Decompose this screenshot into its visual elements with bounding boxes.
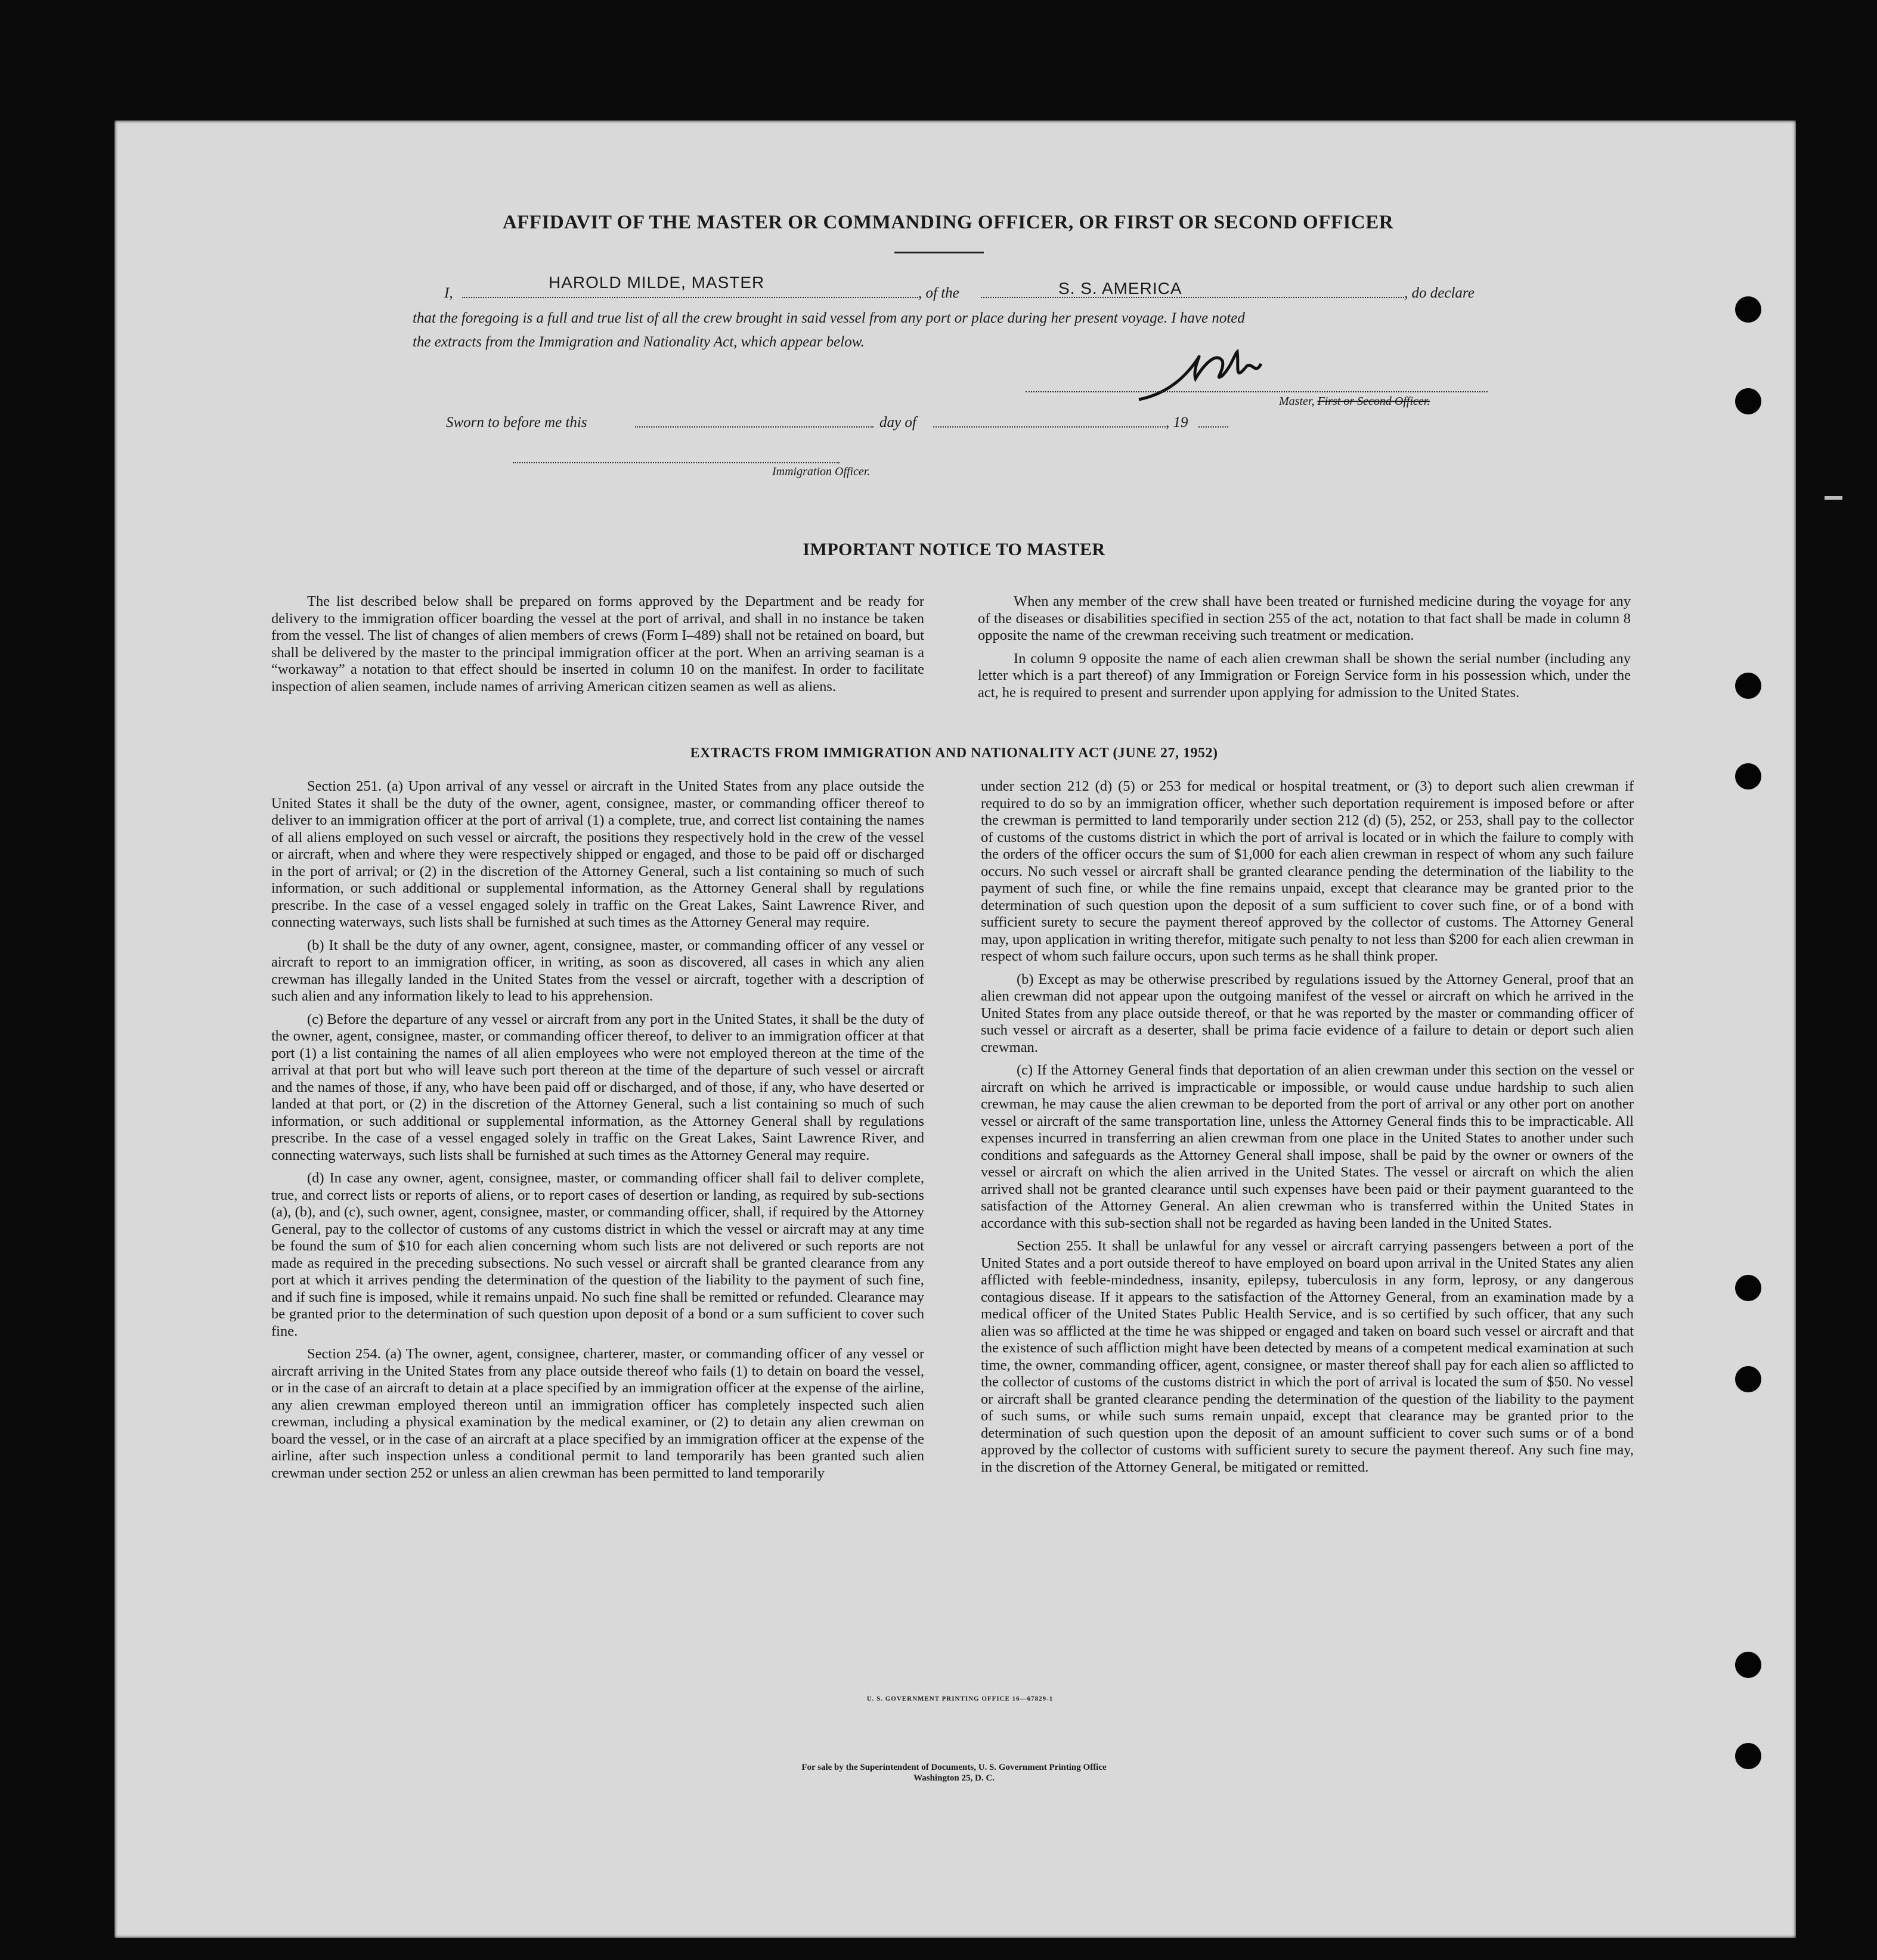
notice-paragraph: In column 9 opposite the name of each alien crewman shall be shown the serial number (including any letter which is a part thereof) of any Immigration or Foreign Service form in his possession which, under the act, he is required to present and surrender upon applying for admission to the United States. <box>978 650 1631 701</box>
immigration-officer-line <box>513 450 840 463</box>
punch-hole <box>1735 1366 1761 1392</box>
declaration-line-3: the extracts from the Immigration and Nationality Act, which appear below. <box>413 334 865 350</box>
punch-hole <box>1735 388 1761 414</box>
declaration-prefix: I, <box>444 285 453 301</box>
act-paragraph: (c) If the Attorney General finds that deportation of an alien crewman under this section on the vessel or aircraft on which he arrived is impracticable or impossible, or would cause undue hardship to such alien crewman, he may cause the alien crewman to be deported from the port of arrival or any other port on another vessel or aircraft of the same transportation line, unless the Attorney General finds this to be impracticable. All expenses incurred in transferring an alien crewman from one place in the United States to another under such conditions and safeguards as the Attorney General shall impose, shall be paid by the owner or owners of the vessel or aircraft on which the alien arrived in the United States. The vessel or aircraft on which the alien arrived shall not be granted clearance until such expenses have been paid or their payment guaranteed to the satisfaction of the Attorney General. An alien crewman who is transferred within the United States in accordance with this sub-section shall not be regarded as having been landed in the United States. <box>981 1062 1634 1231</box>
punch-hole <box>1735 763 1761 789</box>
master-label: Master, <box>1279 395 1318 408</box>
sale-line-1: For sale by the Superintendent of Documents, U. S. Government Printing Office <box>801 1763 1107 1772</box>
vessel-field <box>981 280 1404 298</box>
signature-image <box>1133 340 1288 405</box>
year-label: , 19 <box>1166 414 1188 431</box>
printing-office-line: U. S. GOVERNMENT PRINTING OFFICE 16—67829-1 <box>866 1695 1054 1702</box>
sworn-month-field <box>933 411 1166 428</box>
declaration-line-2: that the foregoing is a full and true list of all the crew brought in said vessel from any port or place during her present voyage. I have noted <box>413 310 1245 326</box>
notice-paragraph: The list described below shall be prepared on forms approved by the Department and be ready for delivery to the immigration officer boarding the vessel at the port of arrival, and shall in no instance be taken from the vessel. The list of changes of alien members of crews (Form I–489) shall not be retained on board, but shall be delivered by the master to the principal immigration officer at the port. When an arriving seaman is a “workaway” a notation to that effect should be inserted in column 10 on the manifest. In order to facilitate inspection of alien seamen, include names of arriving American citizen seamen as well as aliens. <box>271 593 924 695</box>
signature-line <box>1026 379 1488 392</box>
punch-hole <box>1735 1275 1761 1301</box>
notice-right-column <box>978 593 1631 707</box>
of-the-label: , of the <box>918 285 959 301</box>
notice-heading: IMPORTANT NOTICE TO MASTER <box>803 540 1105 559</box>
act-paragraph: (c) Before the departure of any vessel or aircraft from any port in the United States, it shall be the duty of the owner, agent, consignee, master, or commanding officer thereof, to deliver to an immigration officer at that port (1) a list containing the names of all alien employees who were not employed thereon at the time of the arrival at that port but who will leave such port thereon at the time of the departure of such vessel or aircraft and the names of those, if any, who have been paid off or discharged, and of those, if any, who have deserted or landed at that port, or (2) in the discretion of the Attorney General, such a list containing so much of such information, or such additional or supplemental information, as the Attorney General shall by regulations prescribe. In the case of a vessel engaged solely in traffic on the Great Lakes, Saint Lawrence River, and connecting waterways, such lists shall be furnished at such times as the Attorney General may require. <box>271 1011 924 1163</box>
punch-hole <box>1735 673 1761 699</box>
act-paragraph: Section 251. (a) Upon arrival of any vessel or aircraft in the United States from any place outside the United States it shall be the duty of the owner, agent, consignee, master, or commanding officer thereof to deliver to an immigration officer at the port of arrival (1) a complete, true, and correct list containing the names of all aliens employed on such vessel or aircraft, the positions they respectively hold in the crew of the vessel or aircraft, when and where they were respectively shipped or engaged, and those to be paid off or discharged in the port of arrival; or (2) in the discretion of the Attorney General, such a list containing so much of such information, or such additional or supplemental information, as the Attorney General shall by regulations prescribe. In the case of a vessel engaged solely in traffic on the Great Lakes, Saint Lawrence River, and connecting waterways, such lists shall be furnished at such times as the Attorney General may require. <box>271 778 924 930</box>
act-paragraph: under section 212 (d) (5) or 253 for medical or hospital treatment, or (3) to deport such alien crewman if required to do so by an immigration officer, whether such deportation requirement is imposed before or after the crewman is permitted to land temporarily under section 212 (d) (5), 252, or 253, shall pay to the collector of customs of the customs district in which the port of arrival is located or in which the failure to comply with the orders of the officer occurs the sum of $1,000 for each alien crewman in respect of whom any such failure occurs. No such vessel or aircraft shall be granted clearance pending the determination of the liability to the payment of such fine, or while the fine remains unpaid, except that clearance may be granted prior to the determination of such question upon the deposit of a sum sufficient to cover such fine, or of a bond with sufficient surety to secure the payment thereof approved by the collector of customs. The Attorney General may, upon application in writing therefor, mitigate such penalty to not less than $200 for each alien crewman in respect of whom such failure occurs, upon such terms as he shall think proper. <box>981 778 1634 964</box>
vessel-name: S. S. AMERICA <box>1058 279 1182 298</box>
act-paragraph: (b) It shall be the duty of any owner, agent, consignee, master, or commanding officer of any vessel or aircraft to report to an immigration officer, in writing, as soon as discovered, all cases in which any alien crewman has illegally landed in the United States from the vessel or aircraft, together with a description of such alien and any information likely to lead to his apprehension. <box>271 937 924 1004</box>
title-rule <box>894 252 984 253</box>
affidavit-title: AFFIDAVIT OF THE MASTER OR COMMANDING OFFICER, OR FIRST OR SECOND OFFICER <box>502 212 1394 233</box>
notice-paragraph: When any member of the crew shall have been treated or furnished medicine during the voyage for any of the diseases or disabilities specified in section 255 of the act, notation to that fact shall be made in column 8 opposite the name of the crewman receiving such treatment or medication. <box>978 593 1631 643</box>
do-declare-label: , do declare <box>1404 285 1475 301</box>
struck-officer-label: First or Second Officer. <box>1317 395 1430 408</box>
extracts-left-column <box>271 778 924 1488</box>
act-paragraph: (d) In case any owner, agent, consignee, master, or commanding officer shall fail to deliver complete, true, and correct lists or reports of aliens, or to report cases of desertion or landing, as required by sub-sections (a), (b), and (c), such owner, agent, consignee, master, or commanding officer, shall, if required by the Attorney General, pay to the collector of customs of any customs district in which the vessel or aircraft may at any time be found the sum of $10 for each alien concerning whom such lists are not delivered or such reports are not made as required in the preceding subsections. No such vessel or aircraft shall be granted clearance from any port at which it arrives pending the determination of the question of the liability to the payment of such fine, and if such fine is imposed, while it remains unpaid. No such fine shall be remitted or refunded. Clearance may be granted prior to the determination of such question upon deposit of a bond or a sum sufficient to cover such fine. <box>271 1170 924 1339</box>
extracts-heading: EXTRACTS FROM IMMIGRATION AND NATIONALITY ACT (JUNE 27, 1952) <box>690 745 1218 761</box>
sale-notice <box>656 1762 1252 1783</box>
punch-hole <box>1735 1652 1761 1678</box>
signature-label <box>1279 395 1430 408</box>
act-paragraph: Section 254. (a) The owner, agent, consignee, charterer, master, or commanding officer of any vessel or aircraft arriving in the United States from any place outside thereof who fails (1) to detain on board the vessel, or in the case of an aircraft to detain at a place specified by an immigration officer at the expense of the airline, any alien crewman employed thereon until an immigration officer has completely inspected such alien crewman, including a physical examination by the medical examiner, or (2) to detain any alien crewman on board the vessel, or in the case of an aircraft at a place specified by an immigration officer at the expense of the airline, after such inspection unless a conditional permit to land temporarily has been granted such alien crewman under section 252 or unless an alien crewman has been permitted to land temporarily <box>271 1346 924 1481</box>
extracts-right-column <box>981 778 1634 1482</box>
day-of-label: day of <box>879 414 916 431</box>
sworn-day-field <box>635 411 874 428</box>
punch-hole <box>1735 296 1761 323</box>
edge-mark <box>1825 496 1842 500</box>
sworn-year-field <box>1198 411 1228 428</box>
immigration-officer-label: Immigration Officer. <box>772 465 871 478</box>
sale-line-2: Washington 25, D. C. <box>913 1773 995 1783</box>
act-paragraph: Section 255. It shall be unlawful for any vessel or aircraft carrying passengers between a port of the United States and a port outside thereof to have employed on board upon arrival in the United States any alien afflicted with feeble-mindedness, insanity, epilepsy, tuberculosis in any form, leprosy, or any dangerous contagious disease. If it appears to the satisfaction of the Attorney General, from an examination made by a medical officer of the United States Public Health Service, and is so certified by such officer, that any such alien was so afflicted at the time he was shipped or engaged and taken on board such vessel or aircraft and that the existence of such affliction might have been detected by means of a competent medical examination at such time, the owner, commanding officer, agent, consignee, or master thereof shall pay for each alien so afflicted to the collector of customs of the customs district in which the port of arrival is located the sum of $50. No vessel or aircraft shall be granted clearance pending the determination of the question of the liability to the payment of such sums, or while such sums remain unpaid, except that clearance may be granted prior to the determination of such question upon the deposit of an amount sufficient to cover such sums or of a bond approved by the collector of customs with sufficient surety to secure the payment thereof. Any such fine may, in the discretion of the Attorney General, be mitigated or remitted. <box>981 1238 1634 1475</box>
notice-left-column <box>271 593 924 701</box>
master-name: HAROLD MILDE, MASTER <box>549 273 765 292</box>
act-paragraph: (b) Except as may be otherwise prescribed by regulations issued by the Attorney General, proof that an alien crewman did not appear upon the outgoing manifest of the vessel or aircraft on which he arrived in the United States from any place outside thereof, or that he was reported by the master or commanding officer of such vessel or aircraft as a deserter, shall be prima facie evidence of a failure to detain or deport such alien crewman. <box>981 971 1634 1055</box>
punch-hole <box>1735 1743 1761 1769</box>
sworn-label: Sworn to before me this <box>446 414 587 431</box>
